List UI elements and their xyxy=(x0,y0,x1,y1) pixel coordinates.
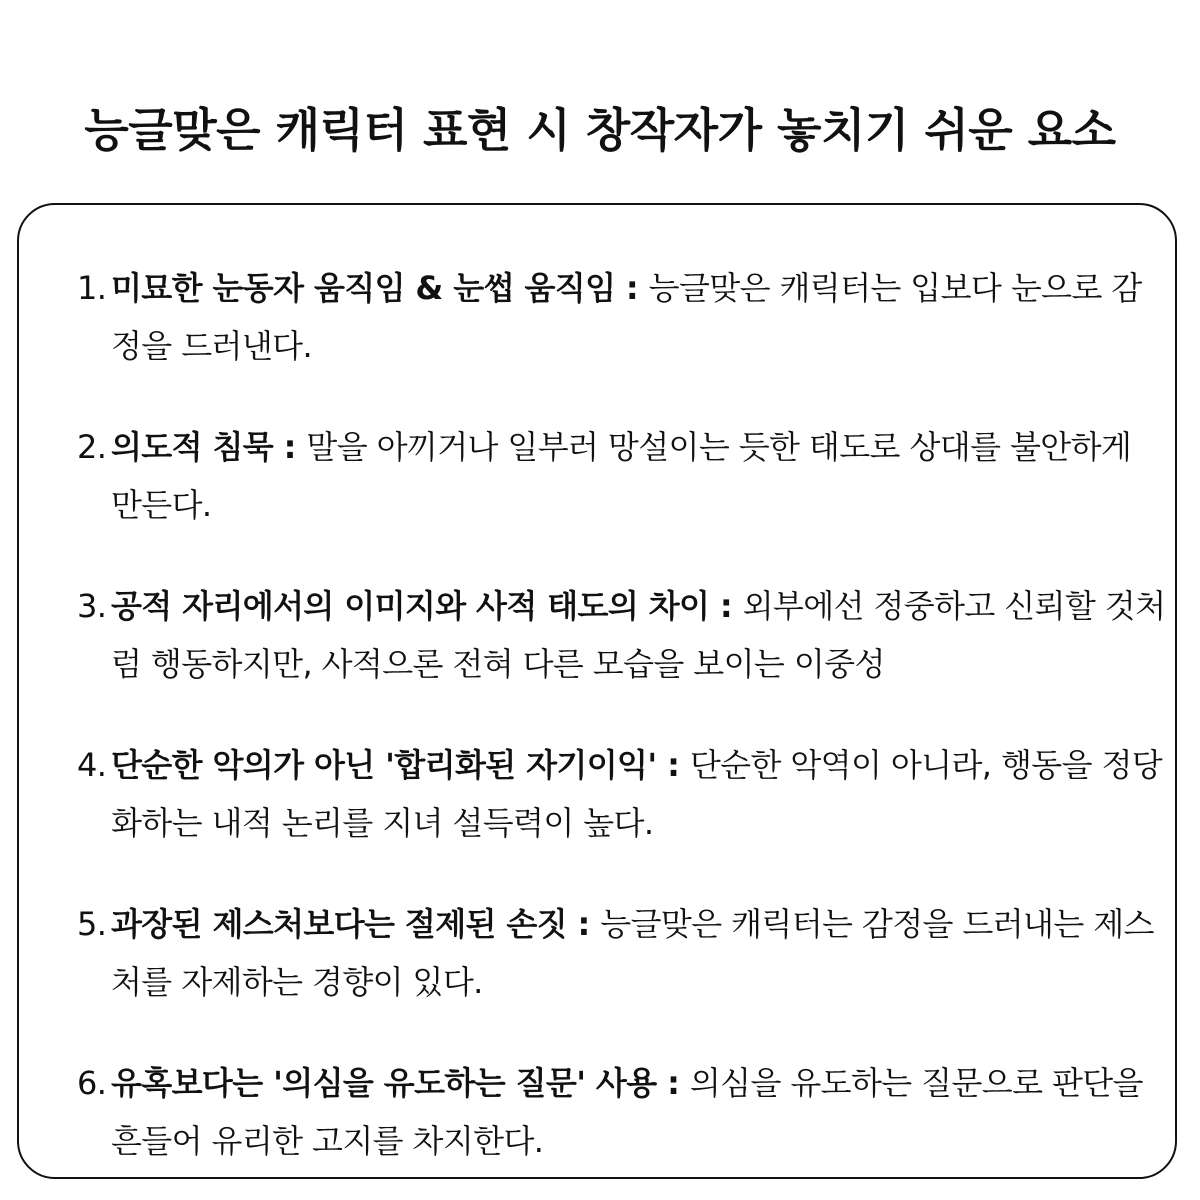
item-heading: 단순한 악의가 아닌 '합리화된 자기이익' xyxy=(111,746,657,784)
item-number: 2. xyxy=(77,428,107,466)
item-separator: : xyxy=(615,269,649,307)
page-title: 능글맞은 캐릭터 표현 시 창작자가 놓치기 쉬운 요소 xyxy=(84,102,1116,157)
list-item xyxy=(77,577,1167,693)
content-box xyxy=(17,203,1177,1179)
item-body: 말을 아끼거나 일부러 망설이는 듯한 태도로 상대를 불안하게 만든다. xyxy=(111,428,1132,524)
list-item xyxy=(77,736,1167,852)
item-separator: : xyxy=(709,587,743,625)
item-separator: : xyxy=(567,905,601,943)
item-number: 4. xyxy=(77,746,107,784)
item-heading: 미묘한 눈동자 움직임 & 눈썹 움직임 xyxy=(111,269,616,307)
item-number: 5. xyxy=(77,905,107,943)
item-heading: 유혹보다는 '의심을 유도하는 질문' 사용 xyxy=(111,1064,657,1102)
item-body: 의심을 유도하는 질문으로 판단을 흔들어 유리한 고지를 차지한다. xyxy=(111,1064,1143,1160)
item-separator: : xyxy=(656,746,690,784)
list-item xyxy=(77,1054,1167,1170)
list-item xyxy=(77,418,1167,534)
item-heading: 의도적 침묵 xyxy=(111,428,274,466)
item-body: 능글맞은 캐릭터는 감정을 드러내는 제스처를 자제하는 경향이 있다. xyxy=(111,905,1154,1001)
item-body: 외부에선 정중하고 신뢰할 것처럼 행동하지만, 사적으론 전혀 다른 모습을 보이는 이중성 xyxy=(111,587,1166,683)
item-number: 1. xyxy=(77,269,107,307)
item-separator: : xyxy=(656,1064,690,1102)
item-body: 단순한 악역이 아니라, 행동을 정당화하는 내적 논리를 지녀 설득력이 높다. xyxy=(111,746,1163,842)
item-list xyxy=(77,259,1167,1200)
list-item xyxy=(77,259,1167,375)
item-number: 3. xyxy=(77,587,107,625)
item-body: 능글맞은 캐릭터는 입보다 눈으로 감정을 드러낸다. xyxy=(111,269,1142,365)
list-item xyxy=(77,895,1167,1011)
item-separator: : xyxy=(273,428,307,466)
item-number: 6. xyxy=(77,1064,107,1102)
item-heading: 공적 자리에서의 이미지와 사적 태도의 차이 xyxy=(111,587,710,625)
item-heading: 과장된 제스처보다는 절제된 손짓 xyxy=(111,905,567,943)
